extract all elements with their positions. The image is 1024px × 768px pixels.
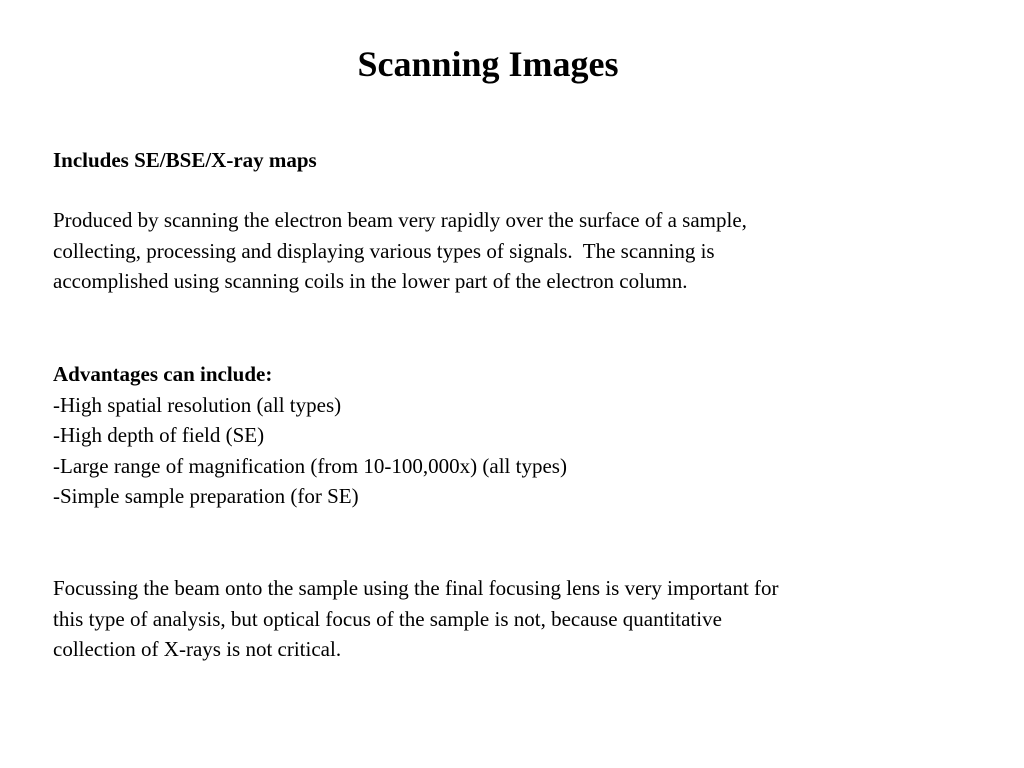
intro-line: Produced by scanning the electron beam very rapidly over the surface of a sample,: [53, 208, 747, 232]
advantage-item: -High spatial resolution (all types): [53, 392, 342, 417]
advantages-section: [53, 359, 973, 512]
advantages-heading: Advantages can include:: [53, 362, 273, 386]
advantage-item: -Large range of magnification (from 10-100,000x) (all types): [53, 453, 567, 478]
subheading: Includes SE/BSE/X-ray maps: [53, 148, 317, 172]
focus-line: Focussing the beam onto the sample using the final focusing lens is very important for: [53, 576, 779, 600]
focus-line: this type of analysis, but optical focus of the sample is not, because quantitative: [53, 606, 722, 631]
intro-paragraph: [53, 205, 973, 297]
advantage-item: -High depth of field (SE): [53, 423, 265, 447]
slide-title: Scanning Images: [357, 44, 619, 84]
focus-line: collection of X-rays is not critical.: [53, 637, 342, 661]
focus-paragraph: [53, 573, 973, 665]
advantage-item: -Simple sample preparation (for SE): [53, 484, 359, 508]
intro-line: collecting, processing and displaying various types of signals. The scanning is: [53, 238, 715, 263]
intro-line: accomplished using scanning coils in the lower part of the electron column.: [53, 269, 688, 293]
